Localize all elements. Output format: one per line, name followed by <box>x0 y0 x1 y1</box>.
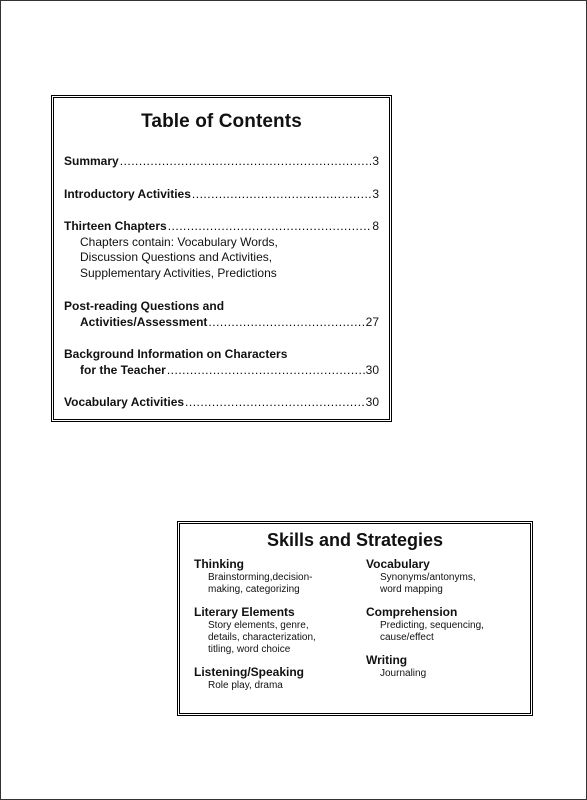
skill-group-writing <box>366 653 526 680</box>
toc-entry-label: Vocabulary Activities <box>64 395 185 409</box>
skills-and-strategies-box <box>177 521 533 716</box>
skill-name: Listening/Speaking <box>194 665 305 679</box>
skills-title: Skills and Strategies <box>266 530 444 550</box>
toc-entry-summary <box>64 154 379 170</box>
skill-description: details, characterization, <box>208 632 316 643</box>
toc-entry-label-line1: Post-reading Questions and <box>64 299 225 313</box>
skills-column-right <box>366 557 526 689</box>
toc-entry-description: Discussion Questions and Activities, <box>80 250 273 264</box>
toc-entry-introductory-activities <box>64 187 379 203</box>
skill-description: word mapping <box>380 584 443 595</box>
skill-group-thinking <box>194 557 354 596</box>
skill-name: Writing <box>366 653 408 667</box>
skill-description: Brainstorming,decision- <box>208 572 313 583</box>
toc-entry-label: Activities/Assessment <box>80 314 208 329</box>
skill-description: Synonyms/antonyms, <box>380 572 476 583</box>
toc-page-number: 8 <box>372 219 379 233</box>
skill-name: Literary Elements <box>194 605 295 619</box>
skill-group-literary-elements <box>194 605 354 656</box>
skill-description: cause/effect <box>380 632 434 643</box>
skill-description: titling, word choice <box>208 644 291 655</box>
toc-page-number: 30 <box>365 362 379 377</box>
toc-entry-label: Introductory Activities <box>64 186 191 201</box>
skill-description: making, categorizing <box>208 584 300 595</box>
toc-page-number: 30 <box>365 395 379 409</box>
toc-page-number: 3 <box>372 186 379 201</box>
toc-list <box>64 154 379 411</box>
skill-description: Story elements, genre, <box>208 620 309 631</box>
toc-entry-background-information <box>64 347 379 378</box>
toc-entry-label: for the Teacher <box>80 362 166 377</box>
dot-leader <box>120 154 372 170</box>
toc-entry-label: Thirteen Chapters <box>64 219 167 233</box>
skills-column-left <box>194 557 354 701</box>
toc-entry-description: Supplementary Activities, Predictions <box>80 265 277 280</box>
table-of-contents-box <box>51 95 392 422</box>
dot-leader <box>192 187 371 203</box>
toc-entry-vocabulary-activities <box>64 395 379 411</box>
toc-entry-thirteen-chapters <box>64 219 379 281</box>
toc-title: Table of Contents <box>141 111 302 132</box>
skill-description: Journaling <box>380 668 427 679</box>
skill-description: Role play, drama <box>208 680 283 691</box>
dot-leader <box>185 395 365 411</box>
toc-page-number: 27 <box>365 314 379 329</box>
skill-description: Predicting, sequencing, <box>380 620 484 631</box>
skill-name: Thinking <box>194 557 244 571</box>
skill-group-listening-speaking <box>194 665 354 692</box>
toc-entry-label-line1: Background Information on Characters <box>64 347 288 361</box>
skill-name: Vocabulary <box>366 557 430 571</box>
toc-entry-label: Summary <box>64 154 119 168</box>
skill-group-vocabulary <box>366 557 526 596</box>
toc-entry-post-reading <box>64 299 379 330</box>
dot-leader <box>208 315 364 331</box>
skill-name: Comprehension <box>366 605 458 619</box>
toc-page-number: 3 <box>372 154 379 168</box>
skill-group-comprehension <box>366 605 526 644</box>
dot-leader <box>168 219 372 235</box>
toc-entry-description: Chapters contain: Vocabulary Words, <box>80 234 278 249</box>
dot-leader <box>167 363 365 379</box>
